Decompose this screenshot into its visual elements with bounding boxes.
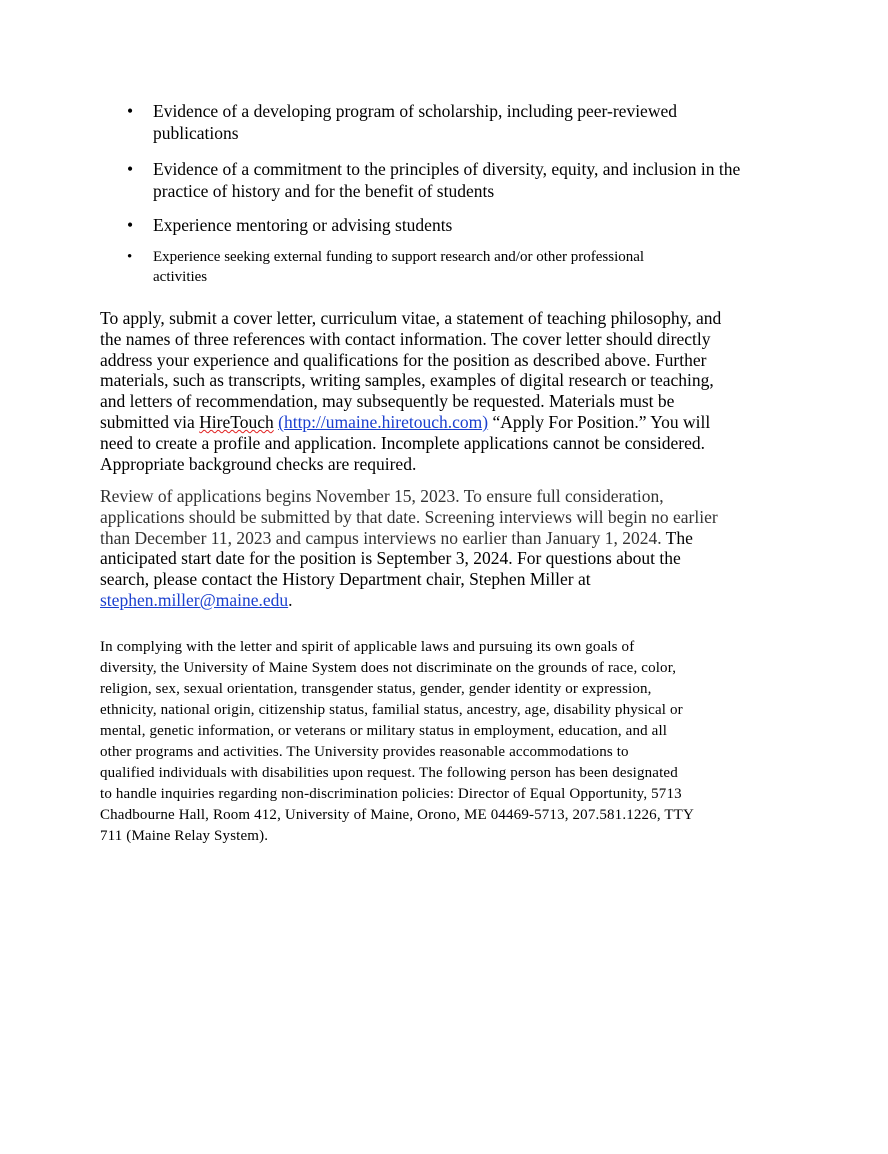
paragraph-line: need to create a profile and application. Incomplete applications cannot be considered. bbox=[100, 432, 705, 453]
bullet-icon: • bbox=[127, 215, 134, 235]
non-discrimination-statement bbox=[100, 637, 788, 847]
paragraph-line: 711 (Maine Relay System). bbox=[100, 828, 269, 844]
list-item bbox=[100, 100, 790, 144]
paragraph-line: mental, genetic information, or veterans or military status in employment, education, and all bbox=[100, 723, 668, 739]
paragraph-line: materials, such as transcripts, writing samples, examples of digital research or teaching, bbox=[100, 370, 714, 391]
paragraph-line: than December 11, 2023 and campus interviews no earlier than January 1, 2024. bbox=[100, 527, 666, 548]
paragraph-line: search, please contact the History Department chair, Stephen Miller at bbox=[100, 569, 591, 590]
paragraph-line: diversity, the University of Maine System does not discriminate on the grounds of race, color, bbox=[100, 660, 677, 676]
paragraph-line: the names of three references with contact information. The cover letter should directly bbox=[100, 328, 711, 349]
paragraph-line: to handle inquiries regarding non-discrimination policies: Director of Equal Opportunity, 5713 bbox=[100, 786, 682, 802]
hiretouch-word: HireTouch bbox=[199, 411, 274, 432]
list-item-line: Evidence of a commitment to the principles of diversity, equity, and inclusion in the bbox=[153, 159, 741, 179]
review-dates-paragraph bbox=[100, 486, 788, 611]
list-item-line: publications bbox=[153, 123, 239, 143]
list-item-line: Evidence of a developing program of scholarship, including peer-reviewed bbox=[153, 101, 677, 121]
paragraph-line: In complying with the letter and spirit of applicable laws and pursuing its own goals of bbox=[100, 639, 635, 655]
paragraph-line: ethnicity, national origin, citizenship status, familial status, ancestry, age, disability physical or bbox=[100, 702, 683, 718]
paragraph-line: and letters of recommendation, may subsequently be requested. Materials must be bbox=[100, 391, 675, 412]
list-item-line: practice of history and for the benefit of students bbox=[153, 181, 495, 201]
paragraph-line: To apply, submit a cover letter, curriculum vitae, a statement of teaching philosophy, and bbox=[100, 308, 722, 328]
paragraph-line: Appropriate background checks are required. bbox=[100, 453, 417, 474]
bullet-icon: • bbox=[127, 101, 134, 121]
paragraph-line: applications should be submitted by that date. Screening interviews will begin no earlier bbox=[100, 506, 718, 527]
paragraph-line: address your experience and qualifications for the position as described above. Further bbox=[100, 349, 707, 370]
paragraph-line: qualified individuals with disabilities upon request. The following person has been designated bbox=[100, 765, 678, 781]
list-item-line: Experience mentoring or advising students bbox=[153, 215, 453, 235]
bullet-icon: • bbox=[127, 249, 133, 265]
paragraph-line: Review of applications begins November 15, 2023. To ensure full consideration, bbox=[100, 486, 664, 506]
qualifications-list bbox=[100, 100, 790, 287]
list-item-line: Experience seeking external funding to support research and/or other professional bbox=[153, 249, 645, 265]
paragraph-line-prefix: submitted via bbox=[100, 411, 200, 432]
paragraph-line: The bbox=[665, 527, 693, 548]
chair-email-link[interactable]: stephen.miller@maine.edu bbox=[100, 589, 289, 610]
bullet-icon: • bbox=[127, 159, 134, 179]
list-item-line: activities bbox=[153, 269, 208, 285]
paragraph-line: Chadbourne Hall, Room 412, University of Maine, Orono, ME 04469-5713, 207.581.1226, TTY bbox=[100, 807, 694, 823]
paragraph-line: religion, sex, sexual orientation, transgender status, gender, gender identity or expression, bbox=[100, 681, 652, 697]
email-suffix: . bbox=[288, 589, 293, 610]
list-item bbox=[100, 158, 790, 202]
list-item bbox=[100, 214, 790, 236]
list-item bbox=[100, 247, 790, 287]
application-instructions bbox=[100, 308, 788, 474]
paragraph-line: anticipated start date for the position is September 3, 2024. For questions about the bbox=[100, 548, 681, 569]
paragraph-line-suffix: “Apply For Position.” You will bbox=[488, 411, 711, 432]
paragraph-line: other programs and activities. The University provides reasonable accommodations to bbox=[100, 744, 629, 760]
hiretouch-link[interactable]: (http://umaine.hiretouch.com) bbox=[278, 411, 489, 432]
